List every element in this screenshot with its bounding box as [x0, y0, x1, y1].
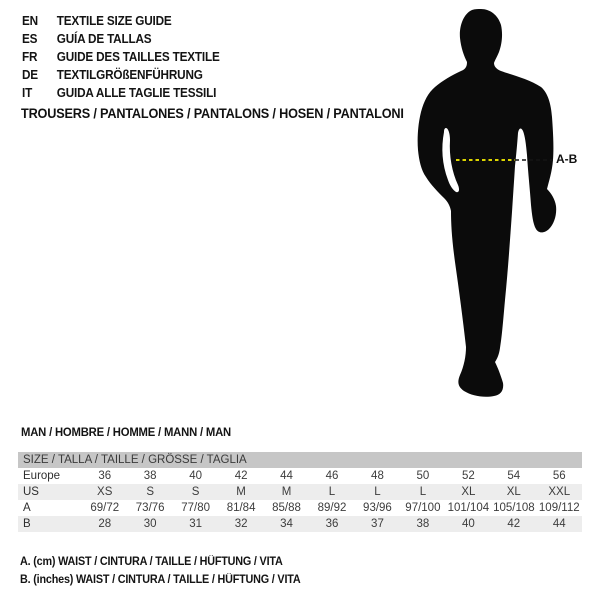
size-cell: L [419, 486, 427, 498]
size-table-body [18, 468, 582, 532]
size-cell: 50 [416, 470, 430, 482]
size-cell: XXL [548, 486, 571, 498]
language-code: DE [22, 68, 38, 82]
size-cell: 40 [189, 470, 203, 482]
size-cell: 85/88 [272, 502, 301, 514]
row-label: A [23, 502, 31, 514]
size-cell: XL [461, 486, 476, 498]
language-code: ES [22, 32, 38, 46]
size-cell: 77/80 [181, 502, 211, 514]
size-cell: L [328, 486, 336, 498]
size-table [18, 452, 582, 532]
row-label: Europe [23, 470, 61, 482]
size-cell: 32 [234, 518, 248, 530]
size-cell: 89/92 [317, 502, 347, 514]
size-cell: 40 [461, 518, 475, 530]
category-title: TROUSERS / PANTALONES / PANTALONS / HOSEN / PANTALONI [21, 106, 404, 121]
language-label: GUIDA ALLE TAGLIE TESSILI [56, 86, 217, 100]
size-cell: XL [506, 486, 521, 498]
size-cell: 36 [98, 470, 112, 482]
size-cell: 28 [98, 518, 112, 530]
size-cell: 44 [552, 518, 566, 530]
size-cell: 73/76 [135, 502, 165, 514]
language-code: IT [22, 86, 33, 100]
size-cell: 109/112 [538, 502, 580, 514]
size-cell: 42 [234, 470, 248, 482]
size-cell: M [281, 486, 292, 498]
size-cell: 37 [371, 518, 384, 530]
row-label: US [23, 486, 39, 498]
size-cell: M [236, 486, 246, 498]
size-cell: 46 [325, 470, 339, 482]
note-a: A. (cm) WAIST / CINTURA / TAILLE / HÜFTUNG / VITA [20, 556, 283, 568]
size-cell: 38 [143, 470, 157, 482]
language-label: GUÍA DE TALLAS [56, 32, 152, 46]
size-cell: 34 [280, 518, 293, 530]
row-label: B [23, 518, 31, 530]
size-cell: 56 [552, 470, 566, 482]
size-cell: 93/96 [363, 502, 392, 514]
table-row [18, 516, 582, 532]
table-row [18, 468, 582, 484]
table-header: SIZE / TALLA / TAILLE / GRÖSSE / TAGLIA [18, 452, 582, 468]
size-cell: XS [97, 486, 113, 498]
size-cell: 54 [507, 470, 521, 482]
size-cell: 101/104 [447, 502, 490, 514]
size-cell: 31 [189, 518, 203, 530]
size-cell: 48 [371, 470, 384, 482]
table-row [18, 500, 582, 516]
size-cell: 44 [280, 470, 293, 482]
size-cell: 42 [507, 518, 521, 530]
table-row [18, 484, 582, 500]
size-cell: L [374, 486, 381, 498]
language-label: GUIDE DES TAILLES TEXTILE [56, 50, 220, 64]
size-cell: 30 [143, 518, 157, 530]
man-silhouette [418, 9, 557, 397]
measure-label-ab: A-B [556, 152, 578, 166]
table-header-row [18, 452, 582, 468]
section-title-man: MAN / HOMBRE / HOMME / MANN / MAN [21, 425, 231, 439]
size-cell: 69/72 [90, 502, 120, 514]
size-cell: 81/84 [226, 502, 256, 514]
notes [20, 554, 318, 589]
language-code: EN [22, 14, 38, 28]
size-cell: 38 [416, 518, 430, 530]
language-label: TEXTILE SIZE GUIDE [56, 14, 172, 28]
size-cell: 36 [325, 518, 339, 530]
size-cell: 97/100 [405, 502, 441, 514]
note-b: B. (inches) WAIST / CINTURA / TAILLE / HÜFTUNG / VITA [20, 573, 301, 586]
language-code: FR [22, 50, 38, 64]
language-label: TEXTILGRÖßENFÜHRUNG [56, 68, 203, 82]
size-cell: 52 [461, 470, 475, 482]
size-cell: 105/108 [493, 502, 535, 514]
size-cell: S [146, 486, 155, 498]
size-cell: S [191, 486, 200, 498]
